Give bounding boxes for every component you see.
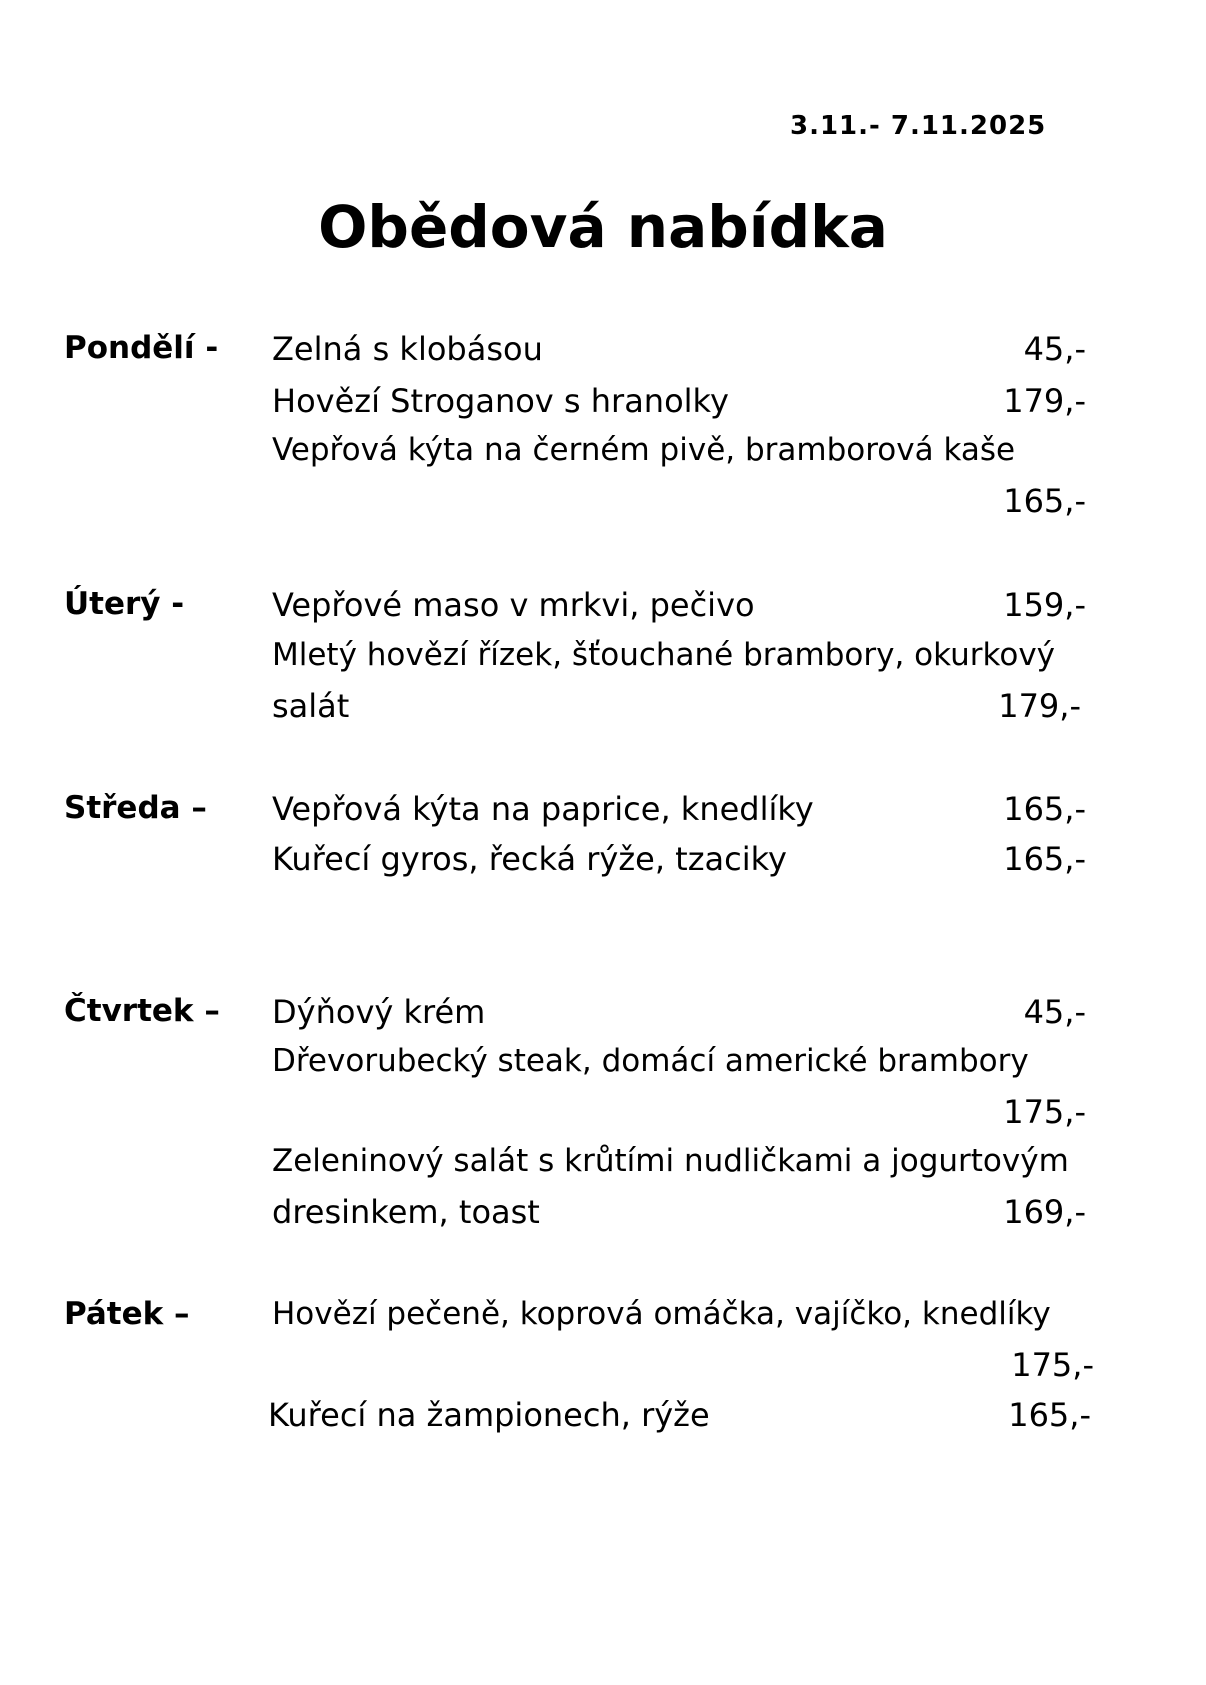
page-title: Obědová nabídka <box>318 193 888 261</box>
menu-item-price: 165,- <box>1003 482 1086 520</box>
menu-item-price: 169,- <box>1003 1193 1086 1231</box>
menu-item-name-line1: Mletý hovězí řízek, šťouchané brambory, okurkový <box>272 637 1056 673</box>
menu-item-price: 175,- <box>1011 1346 1094 1384</box>
menu-item-name: Dýňový krém <box>272 993 486 1031</box>
menu-item-name: Kuřecí gyros, řecká rýže, tzaciky <box>272 840 787 878</box>
date-range: 3.11.- 7.11.2025 <box>790 111 1047 141</box>
day-label-friday: Pátek – <box>64 1296 190 1332</box>
menu-item-price: 45,- <box>1023 993 1086 1031</box>
menu-item-price: 179,- <box>1003 382 1086 420</box>
menu-item-name-line1: Zeleninový salát s krůtími nudličkami a jogurtovým <box>272 1143 1069 1179</box>
menu-item-name: Dřevorubecký steak, domácí americké brambory <box>272 1043 1029 1079</box>
menu-item-price: 165,- <box>1003 790 1086 828</box>
menu-item-price: 165,- <box>1003 840 1086 878</box>
menu-item-name-line2: dresinkem, toast <box>272 1193 540 1231</box>
day-label-monday: Pondělí - <box>64 330 219 366</box>
menu-item-price: 45,- <box>1023 330 1086 368</box>
menu-item-price: 159,- <box>1003 586 1086 624</box>
menu-item-name: Vepřová kýta na černém pivě, bramborová kaše <box>272 432 1016 468</box>
menu-item-name: Hovězí pečeně, koprová omáčka, vajíčko, knedlíky <box>272 1296 1051 1332</box>
day-label-thursday: Čtvrtek – <box>64 993 220 1029</box>
menu-item-name: Zelná s klobásou <box>272 330 543 368</box>
menu-item-price: 179,- <box>998 687 1081 725</box>
menu-item-name-line2: salát <box>272 687 350 725</box>
menu-item-name: Kuřecí na žampionech, rýže <box>268 1396 710 1434</box>
menu-item-price: 165,- <box>1008 1396 1091 1434</box>
menu-item-price: 175,- <box>1003 1093 1086 1131</box>
menu-item-name: Vepřové maso v mrkvi, pečivo <box>272 586 755 624</box>
day-label-wednesday: Středa – <box>64 790 207 826</box>
menu-item-name: Vepřová kýta na paprice, knedlíky <box>272 790 814 828</box>
menu-item-name: Hovězí Stroganov s hranolky <box>272 382 729 420</box>
day-label-tuesday: Úterý - <box>64 586 185 622</box>
